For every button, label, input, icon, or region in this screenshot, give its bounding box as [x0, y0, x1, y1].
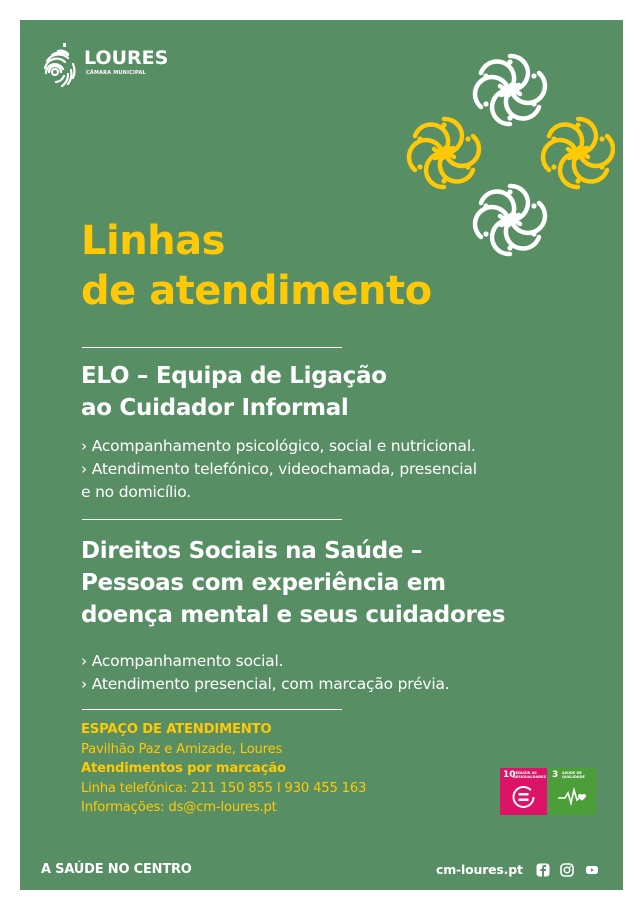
instagram-icon[interactable]	[560, 863, 574, 877]
title-line-2: de atendimento	[81, 268, 432, 314]
contact-info	[81, 720, 366, 818]
section-direitos-title	[81, 535, 505, 631]
flower-yellow-right	[543, 119, 613, 187]
footer-slogan: A SAÚDE NO CENTRO	[41, 862, 192, 877]
info-location: Pavilhão Paz e Amizade, Loures	[81, 741, 283, 757]
ods-label: REDUZIR AS DESIGUALDADES	[513, 771, 547, 779]
page-title	[81, 216, 432, 316]
bullet-item: › Acompanhamento psicológico, social e nutricional.	[81, 437, 476, 455]
equality-icon	[508, 784, 539, 810]
loures-logo	[42, 40, 182, 90]
flower-white-top	[475, 56, 545, 124]
section-elo-bullets	[81, 435, 477, 504]
ods-number: 3	[552, 770, 559, 780]
info-heading: ESPAÇO DE ATENDIMENTO	[81, 722, 272, 737]
poster	[20, 20, 623, 890]
section-direitos-title-line-2: Pessoas com experiência em	[81, 570, 446, 596]
info-phone[interactable]: Linha telefónica: 211 150 855 I 930 455 163	[81, 780, 367, 796]
ods-10-badge	[500, 768, 547, 815]
bullet-item: › Atendimento presencial, com marcação prévia.	[81, 675, 450, 693]
section-elo-title-line-2: ao Cuidador Informal	[81, 395, 349, 421]
ods-number: 10	[503, 770, 516, 780]
section-elo-title-line-1: ELO – Equipa de Ligação	[81, 363, 387, 389]
title-line-1: Linhas	[81, 218, 225, 264]
website-link[interactable]: cm-loures.pt	[436, 862, 523, 877]
facebook-icon[interactable]	[536, 863, 550, 877]
section-direitos-title-line-3: doença mental e seus cuidadores	[81, 602, 506, 628]
section-direitos-bullets	[81, 650, 450, 696]
flower-yellow-left	[409, 119, 479, 187]
bullet-item: › Acompanhamento social.	[81, 652, 284, 670]
ods-3-badge	[549, 768, 596, 815]
info-appointments: Atendimentos por marcação	[81, 761, 286, 776]
divider	[82, 709, 342, 710]
bullet-item: › Atendimento telefónico, videochamada, presencial	[81, 460, 477, 478]
bullet-item: e no domicílio.	[81, 483, 192, 501]
info-email[interactable]: Informações: ds@cm-loures.pt	[81, 800, 277, 815]
divider	[82, 519, 342, 520]
youtube-icon[interactable]	[585, 863, 599, 877]
logo-subtitle: CÂMARA MUNICIPAL	[86, 70, 146, 76]
loures-logo-mark-icon	[42, 40, 82, 90]
heartbeat-icon	[557, 784, 588, 810]
section-direitos-title-line-1: Direitos Sociais na Saúde –	[81, 538, 423, 564]
ods-label: SAÚDE DE QUALIDADE	[562, 771, 585, 779]
section-elo-title	[81, 360, 387, 424]
flower-white-bottom	[475, 186, 545, 254]
divider	[82, 347, 342, 348]
logo-title: LOURES	[84, 47, 169, 69]
